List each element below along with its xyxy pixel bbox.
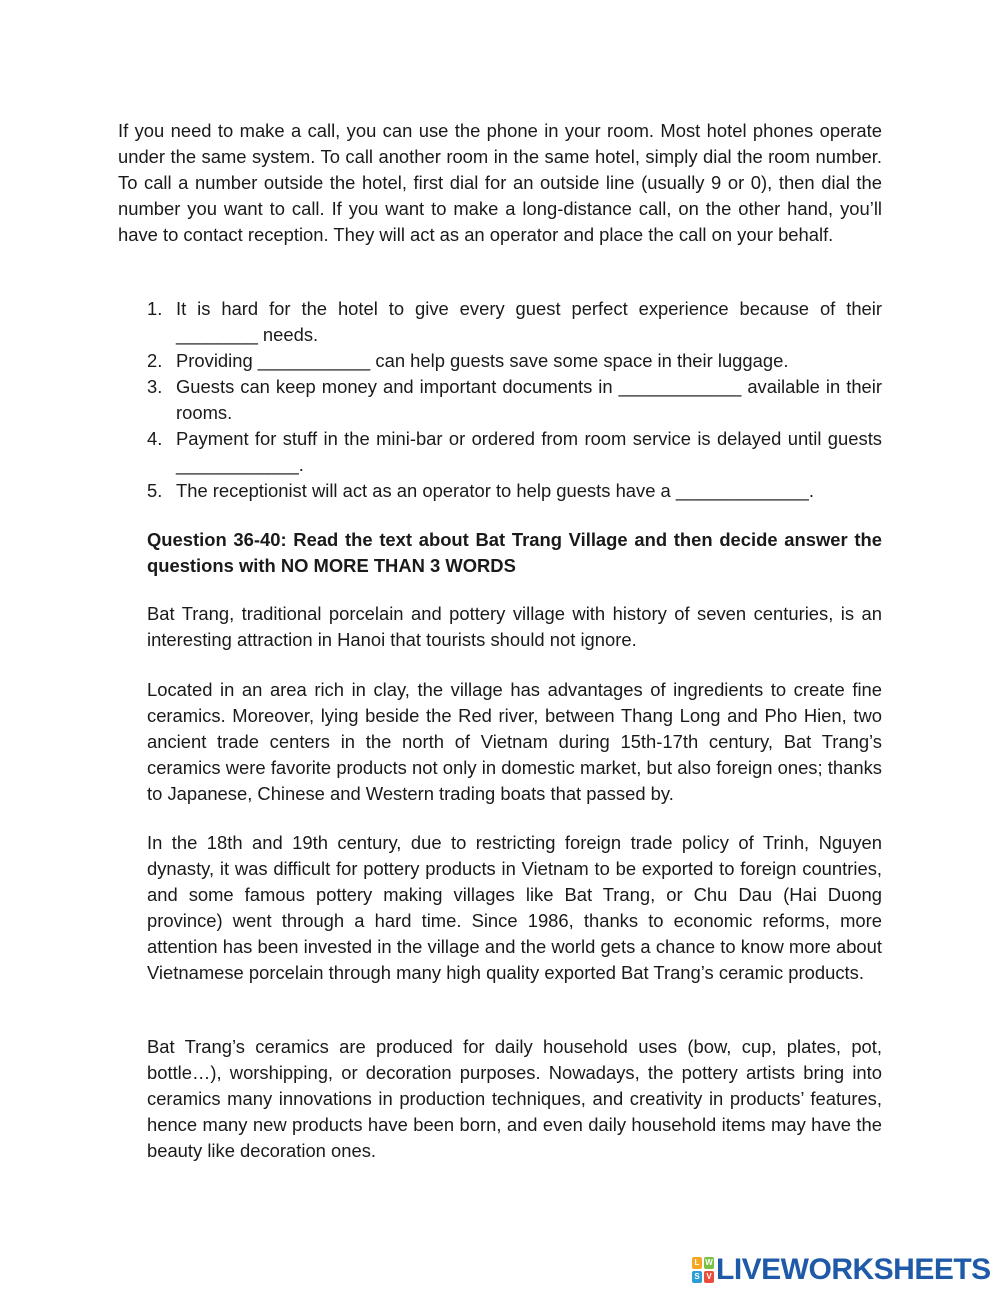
logo-mark-letter: L	[692, 1257, 702, 1269]
list-item	[147, 348, 882, 374]
list-item	[147, 478, 882, 504]
list-item	[147, 296, 882, 348]
question-text: Providing ___________ can help guests save some space in their luggage.	[176, 350, 789, 371]
list-item	[147, 426, 882, 478]
question-text: It is hard for the hotel to give every guest perfect experience because of their ________ needs.	[176, 298, 882, 345]
question-number: 1.	[147, 298, 163, 319]
question-text: Payment for stuff in the mini-bar or ordered from room service is delayed until guests ____________.	[176, 428, 882, 475]
question-list	[147, 296, 882, 504]
section-heading: Question 36-40: Read the text about Bat Trang Village and then decide answer the questions with NO MORE THAN 3 WORDS	[147, 529, 882, 576]
question-number: 3.	[147, 376, 163, 397]
logo-mark-letter: V	[704, 1271, 714, 1283]
liveworksheets-logo[interactable]	[692, 1254, 991, 1286]
question-number: 2.	[147, 350, 163, 371]
bat-trang-paragraph-4: Bat Trang’s ceramics are produced for daily household uses (bow, cup, plates, pot, bottle…), worshipping, or decoration purposes. Nowadays, the pottery artists bring into ceramics many innovations in production techniques, and creativity in products’ features, hence many new products have been born, and even daily household items may have the beauty like decoration ones.	[147, 1036, 882, 1161]
logo-mark-letter: W	[705, 1258, 713, 1267]
list-item	[147, 374, 882, 426]
bat-trang-paragraph-1: Bat Trang, traditional porcelain and pottery village with history of seven centuries, is an interesting attraction in Hanoi that tourists should not ignore.	[147, 603, 882, 650]
logo-text: LIVEWORKSHEETS	[716, 1253, 991, 1286]
bat-trang-paragraph-2: Located in an area rich in clay, the village has advantages of ingredients to create fine ceramics. Moreover, lying beside the Red river, between Thang Long and Pho Hien, two ancient trade centers in the north of Vietnam during 15th-17th century, Bat Trang’s ceramics were favorite products not only in domestic market, but also foreign ones; thanks to Japanese, Chinese and Western trading boats that passed by.	[147, 679, 882, 804]
intro-paragraph: If you need to make a call, you can use the phone in your room. Most hotel phones operate under the same system. To call another room in the same hotel, simply dial the room number. To call a number outside the hotel, first dial for an outside line (usually 9 or 0), then dial the number you want to call. If you want to make a long-distance call, on the other hand, you’ll have to contact reception. They will act as an operator and place the call on your behalf.	[118, 120, 882, 245]
bat-trang-paragraph-3: In the 18th and 19th century, due to restricting foreign trade policy of Trinh, Nguyen dynasty, it was difficult for pottery products in Vietnam to be exported to foreign countries, and some famous pottery making villages like Bat Trang, or Chu Dau (Hai Duong province) went through a hard time. Since 1986, thanks to economic reforms, more attention has been invested in the village and the world gets a chance to know more about Vietnamese porcelain through many high quality exported Bat Trang’s ceramic products.	[147, 832, 882, 983]
logo-mark-icon	[692, 1257, 714, 1283]
question-text: The receptionist will act as an operator to help guests have a _____________.	[176, 480, 814, 501]
question-number: 5.	[147, 480, 163, 501]
logo-mark-letter: S	[692, 1271, 702, 1283]
question-number: 4.	[147, 428, 163, 449]
question-text: Guests can keep money and important documents in ____________ available in their rooms.	[176, 376, 882, 423]
